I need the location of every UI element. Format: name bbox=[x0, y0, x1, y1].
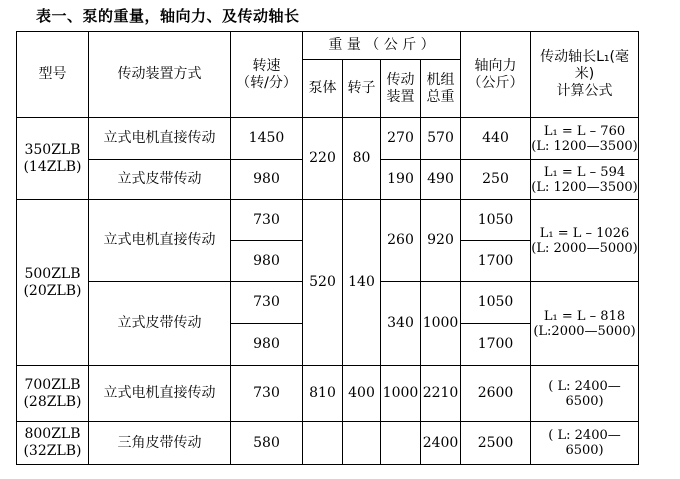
header-drive-device-line1: 传动 bbox=[386, 71, 415, 88]
header-drive-mode: 传动装置方式 bbox=[89, 32, 231, 118]
speed-cell: 730 bbox=[231, 200, 303, 241]
header-unit-total-line2: 总重 bbox=[426, 88, 455, 105]
speed-cell: 980 bbox=[231, 160, 303, 200]
header-speed-line1: 转速 bbox=[252, 57, 281, 74]
pump-weight-table bbox=[16, 31, 639, 465]
model-line2: (28ZLB) bbox=[23, 393, 82, 410]
formula-line1: L₁ = L – 760 bbox=[543, 123, 626, 139]
total-weight-cell: 920 bbox=[421, 200, 461, 282]
drive-weight-cell: 260 bbox=[381, 200, 421, 282]
mode-cell: 三角皮带传动 bbox=[89, 422, 231, 465]
axial-cell: 1050 bbox=[461, 282, 531, 324]
header-weight-group: 重 量 （ 公 斤 ） bbox=[303, 32, 461, 60]
rotor-cell: 80 bbox=[343, 118, 381, 200]
model-line2: (32ZLB) bbox=[23, 443, 82, 459]
speed-cell: 730 bbox=[231, 282, 303, 324]
axial-cell: 1700 bbox=[461, 241, 531, 282]
mode-cell: 立式电机直接传动 bbox=[89, 118, 231, 160]
total-weight-cell: 490 bbox=[421, 160, 461, 200]
mode-cell: 立式皮带传动 bbox=[89, 160, 231, 200]
formula-cell bbox=[531, 200, 639, 282]
model-line1: 350ZLB bbox=[24, 141, 81, 158]
header-pump-body: 泵体 bbox=[303, 60, 343, 118]
header-unit-total bbox=[421, 60, 461, 118]
rotor-cell: 140 bbox=[343, 200, 381, 366]
total-weight-cell: 2210 bbox=[421, 366, 461, 422]
header-shaft-line2: 计算公式 bbox=[556, 83, 613, 99]
axial-cell: 250 bbox=[461, 160, 531, 200]
speed-cell: 980 bbox=[231, 241, 303, 282]
header-speed-line2: （转/分） bbox=[236, 74, 297, 91]
formula-line2: (L: 1200—3500) bbox=[531, 179, 638, 195]
model-cell bbox=[17, 200, 89, 366]
axial-cell: 1050 bbox=[461, 200, 531, 241]
model-line2: (20ZLB) bbox=[23, 282, 82, 299]
model-line2: (14ZLB) bbox=[23, 158, 82, 175]
pump-body-cell: 220 bbox=[303, 118, 343, 200]
formula-cell bbox=[531, 160, 639, 200]
drive-weight-cell: 1000 bbox=[381, 366, 421, 422]
formula-cell bbox=[531, 118, 639, 160]
formula-line2: (L: 1200—3500) bbox=[531, 138, 638, 154]
mode-cell: 立式电机直接传动 bbox=[89, 366, 231, 422]
rotor-cell bbox=[343, 422, 381, 465]
axial-cell: 2600 bbox=[461, 366, 531, 422]
model-line1: 800ZLB bbox=[24, 426, 81, 442]
header-shaft-line1: 传动轴长L₁(毫米) bbox=[540, 49, 629, 82]
formula-line1: L₁ = L – 818 bbox=[543, 308, 626, 324]
speed-cell: 730 bbox=[231, 366, 303, 422]
speed-cell: 1450 bbox=[231, 118, 303, 160]
header-model: 型号 bbox=[17, 32, 89, 118]
header-axial bbox=[461, 32, 531, 118]
mode-cell: 立式电机直接传动 bbox=[89, 200, 231, 282]
speed-cell: 980 bbox=[231, 324, 303, 366]
table-row bbox=[17, 200, 639, 241]
header-drive-device bbox=[381, 60, 421, 118]
table-caption: 表一、泵的重量，轴向力、及传动轴长 bbox=[36, 7, 300, 25]
axial-cell: 2500 bbox=[461, 422, 531, 465]
header-speed bbox=[231, 32, 303, 118]
model-cell bbox=[17, 366, 89, 422]
formula-cell bbox=[531, 282, 639, 366]
model-line1: 700ZLB bbox=[24, 376, 81, 393]
header-axial-line1: 轴向力 bbox=[474, 57, 517, 74]
formula-line2: (L: 2000—5000) bbox=[531, 240, 638, 256]
pump-body-cell: 810 bbox=[303, 366, 343, 422]
total-weight-cell: 1000 bbox=[421, 282, 461, 366]
pump-body-cell bbox=[303, 422, 343, 465]
axial-cell: 1700 bbox=[461, 324, 531, 366]
axial-cell: 440 bbox=[461, 118, 531, 160]
header-unit-total-line1: 机组 bbox=[426, 71, 455, 88]
total-weight-cell: 570 bbox=[421, 118, 461, 160]
formula-cell: ( L: 2400—6500) bbox=[531, 366, 639, 422]
mode-cell: 立式皮带传动 bbox=[89, 282, 231, 366]
model-cell bbox=[17, 422, 89, 465]
table-row bbox=[17, 118, 639, 160]
header-rotor: 转子 bbox=[343, 60, 381, 118]
model-line1: 500ZLB bbox=[24, 265, 81, 282]
drive-weight-cell: 190 bbox=[381, 160, 421, 200]
drive-weight-cell: 340 bbox=[381, 282, 421, 366]
speed-cell: 580 bbox=[231, 422, 303, 465]
formula-cell: ( L: 2400—6500) bbox=[531, 422, 639, 465]
formula-line1: L₁ = L – 1026 bbox=[539, 225, 630, 241]
total-weight-cell: 2400 bbox=[421, 422, 461, 465]
header-shaft bbox=[531, 32, 639, 118]
header-drive-device-line2: 装置 bbox=[386, 88, 415, 105]
table-row bbox=[17, 366, 639, 422]
drive-weight-cell bbox=[381, 422, 421, 465]
header-axial-line2: （公斤） bbox=[467, 74, 524, 91]
drive-weight-cell: 270 bbox=[381, 118, 421, 160]
pump-body-cell: 520 bbox=[303, 200, 343, 366]
formula-line1: L₁ = L – 594 bbox=[543, 164, 626, 180]
formula-line2: (L:2000—5000) bbox=[533, 323, 636, 339]
rotor-cell: 400 bbox=[343, 366, 381, 422]
table-row bbox=[17, 422, 639, 465]
model-cell bbox=[17, 118, 89, 200]
